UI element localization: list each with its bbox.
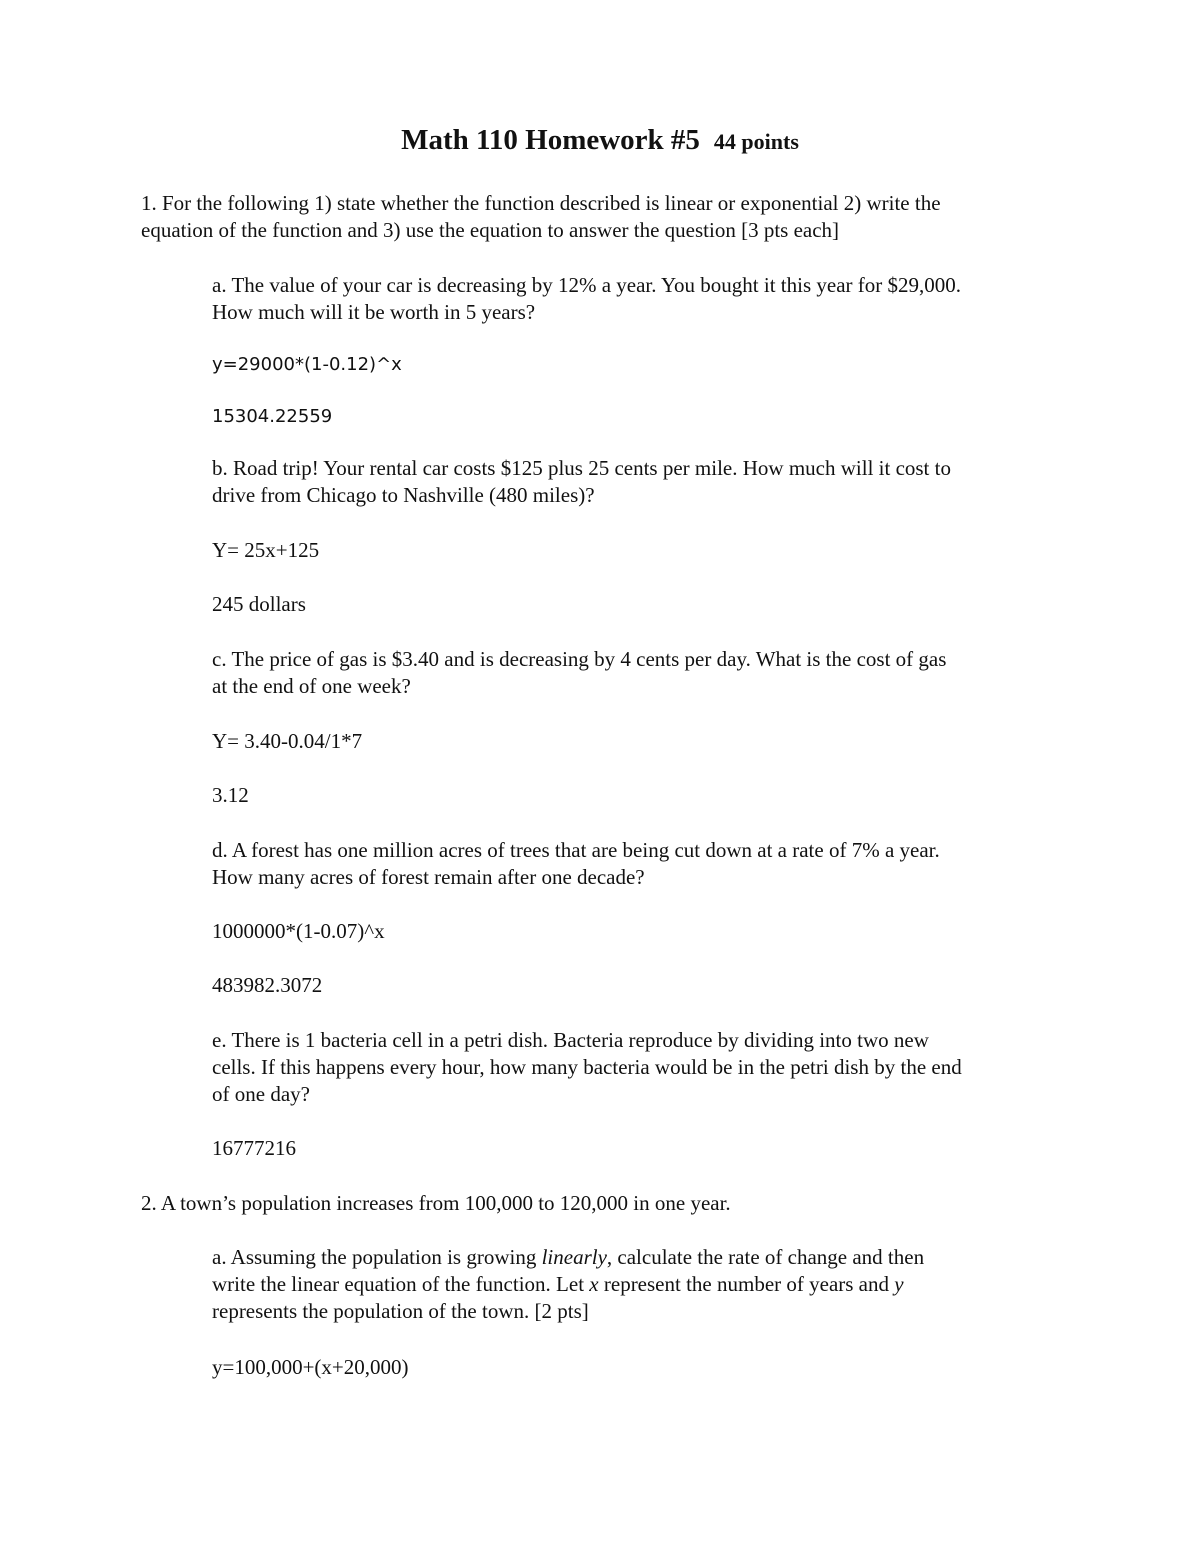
question-2a-line-1-post: , calculate the rate of change and then [606,1245,925,1269]
question-1-line-1: 1. For the following 1) state whether the function described is linear or exponential 2) write the [141,191,941,215]
question-2a-prompt [212,1244,924,1325]
question-1e-line-1: e. There is 1 bacteria cell in a petri dish. Bacteria reproduce by dividing into two new [212,1028,929,1052]
question-1b-line-2: drive from Chicago to Nashville (480 miles)? [212,483,595,507]
variable-x: x [589,1272,599,1296]
question-2a-line-3: represents the population of the town. [2 pts] [212,1299,589,1323]
question-2a-emphasis: linearly [541,1245,607,1269]
question-1-line-2: equation of the function and 3) use the equation to answer the question [3 pts each] [141,218,840,242]
question-1e-line-2: cells. If this happens every hour, how many bacteria would be in the petri dish by the end [212,1055,962,1079]
answer-1a-result: 15304.22559 [212,406,333,427]
question-2a-line-2-pre: write the linear equation of the function. Let [212,1272,590,1296]
title-points: 44 points [713,129,799,154]
answer-1a-equation: y=29000*(1-0.12)^x [212,354,402,375]
answer-2a-equation: y=100,000+(x+20,000) [212,1355,409,1379]
question-1a-prompt [212,272,961,326]
title-main: Math 110 Homework #5 [401,124,700,156]
question-1e-line-3: of one day? [212,1082,310,1106]
question-1e-prompt [212,1027,962,1108]
answer-1d-equation: 1000000*(1-0.07)^x [212,919,385,943]
question-2a-line-2-mid: represent the number of years and [598,1272,895,1296]
question-1b-prompt [212,455,951,509]
question-1d-line-2: How many acres of forest remain after one decade? [212,865,645,889]
question-1d-prompt [212,837,940,891]
answer-1c-equation: Y= 3.40-0.04/1*7 [212,729,363,753]
answer-1e-result: 16777216 [212,1136,296,1160]
question-1d-line-1: d. A forest has one million acres of trees that are being cut down at a rate of 7% a year. [212,838,940,862]
question-1-prompt [141,190,941,244]
question-1b-line-1: b. Road trip! Your rental car costs $125 plus 25 cents per mile. How much will it cost to [212,456,951,480]
question-1c-line-2: at the end of one week? [212,674,411,698]
question-1a-line-2: How much will it be worth in 5 years? [212,300,536,324]
answer-1b-equation: Y= 25x+125 [212,538,320,562]
question-2-prompt: 2. A town’s population increases from 100,000 to 120,000 in one year. [141,1191,731,1215]
question-1c-line-1: c. The price of gas is $3.40 and is decreasing by 4 cents per day. What is the cost of gas [212,647,947,671]
answer-1c-result: 3.12 [212,783,249,807]
question-2a-line-2 [212,1271,924,1298]
question-2a-line-1-pre: a. Assuming the population is growing [212,1245,542,1269]
answer-1d-result: 483982.3072 [212,973,323,997]
question-1a-line-1: a. The value of your car is decreasing by 12% a year. You bought it this year for $29,000. [212,273,962,297]
page-title [0,124,1200,157]
answer-1b-result: 245 dollars [212,592,306,616]
question-2a-line-1 [212,1244,924,1271]
variable-y: y [894,1272,904,1296]
question-1c-prompt [212,646,946,700]
